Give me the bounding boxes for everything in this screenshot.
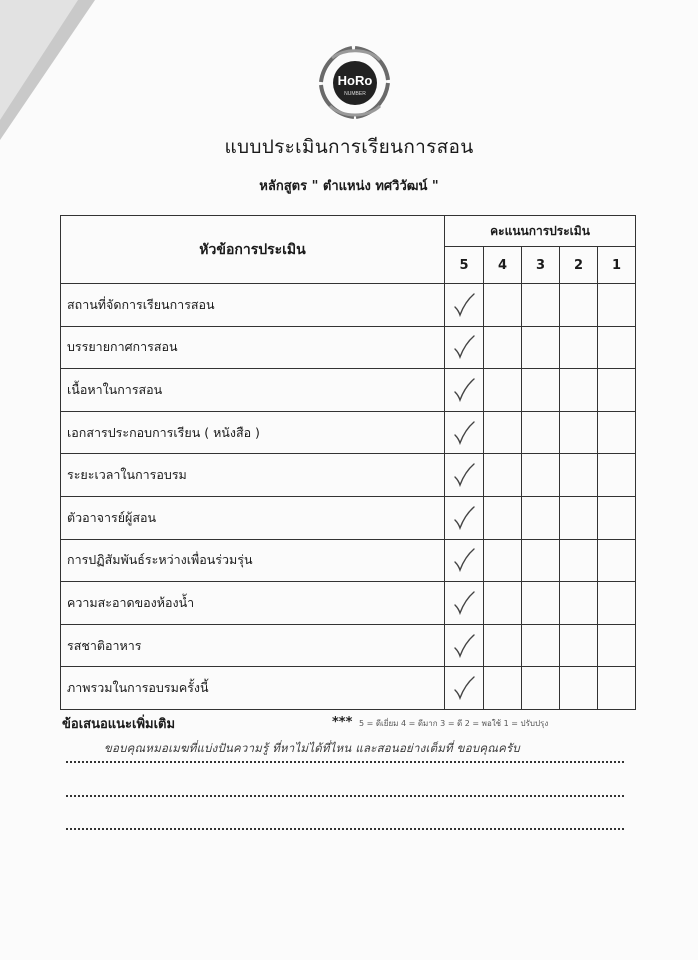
score-cell-2[interactable] [560,284,598,327]
score-cell-3[interactable] [522,454,560,497]
score-cell-1[interactable] [598,454,636,497]
checkmark-icon [452,377,476,403]
score-cell-4[interactable] [484,284,522,327]
table-row [61,582,636,625]
table-row [61,539,636,582]
score-cell-3[interactable] [522,326,560,369]
form-title: แบบประเมินการเรียนการสอน [224,136,474,158]
score-cell-3[interactable] [522,582,560,625]
checkmark-icon [452,547,476,573]
criterion-label: เนื้อหาในการสอน [61,369,445,412]
table-row [61,326,636,369]
score-cell-2[interactable] [560,582,598,625]
table-row [61,411,636,454]
evaluation-table [60,215,636,710]
logo-text: HoRo [337,73,373,88]
table-row [61,496,636,539]
score-cell-4[interactable] [484,369,522,412]
checkmark-icon [452,590,476,616]
score-cell-1[interactable] [598,624,636,667]
score-cell-5[interactable] [445,411,484,454]
score-col-5: 5 [445,247,484,284]
score-cell-4[interactable] [484,667,522,710]
score-cell-5[interactable] [445,284,484,327]
score-cell-2[interactable] [560,369,598,412]
handwritten-comment: ขอบคุณหมอเมฆที่แบ่งปันความรู้ ที่หาไม่ได้ที่ไหน และสอนอย่างเต็มที่ ขอบคุณครับ [104,741,520,755]
score-cell-3[interactable] [522,624,560,667]
horo-number-logo [312,40,398,126]
criterion-label: ความสะอาดของห้องน้ำ [61,582,445,625]
score-cell-1[interactable] [598,411,636,454]
legend-stars: *** [332,715,353,730]
score-cell-1[interactable] [598,284,636,327]
criterion-label: ระยะเวลาในการอบรม [61,454,445,497]
criterion-label: การปฏิสัมพันธ์ระหว่างเพื่อนร่วมรุ่น [61,539,445,582]
checkmark-icon [452,675,476,701]
table-row [61,667,636,710]
score-cell-4[interactable] [484,496,522,539]
score-cell-3[interactable] [522,411,560,454]
score-cell-3[interactable] [522,496,560,539]
score-cell-4[interactable] [484,454,522,497]
notes-label: ข้อเสนอแนะเพิ่มเติม [62,717,176,732]
score-cell-1[interactable] [598,667,636,710]
criterion-label: รสชาติอาหาร [61,624,445,667]
evaluation-rows [61,284,636,710]
score-cell-1[interactable] [598,582,636,625]
score-cell-2[interactable] [560,496,598,539]
score-cell-5[interactable] [445,326,484,369]
score-cell-4[interactable] [484,582,522,625]
checkmark-icon [452,633,476,659]
notes-line-2[interactable] [66,795,624,797]
score-cell-2[interactable] [560,667,598,710]
criterion-label: ภาพรวมในการอบรมครั้งนี้ [61,667,445,710]
score-cell-5[interactable] [445,496,484,539]
logo-subtext: NUMBER [344,91,366,97]
score-cell-4[interactable] [484,539,522,582]
score-cell-4[interactable] [484,326,522,369]
table-row [61,284,636,327]
checkmark-icon [452,420,476,446]
score-cell-2[interactable] [560,411,598,454]
score-cell-1[interactable] [598,369,636,412]
criterion-label: สถานที่จัดการเรียนการสอน [61,284,445,327]
score-cell-3[interactable] [522,369,560,412]
score-cell-3[interactable] [522,284,560,327]
score-col-2: 2 [560,247,598,284]
checkmark-icon [452,462,476,488]
score-cell-2[interactable] [560,326,598,369]
topic-header: หัวข้อการประเมิน [61,216,445,284]
score-cell-3[interactable] [522,667,560,710]
folded-page-corner-inner [0,0,78,120]
score-cell-5[interactable] [445,582,484,625]
table-row [61,624,636,667]
score-header: คะแนนการประเมิน [445,216,636,247]
score-cell-5[interactable] [445,667,484,710]
checkmark-icon [452,505,476,531]
score-cell-5[interactable] [445,369,484,412]
legend-text: 5 = ดีเยี่ยม 4 = ดีมาก 3 = ดี 2 = พอใช้ 1 = ปรับปรุง [358,719,549,728]
criterion-label: เอกสารประกอบการเรียน ( หนังสือ ) [61,411,445,454]
score-cell-2[interactable] [560,454,598,497]
notes-line-3[interactable] [66,828,624,830]
score-cell-4[interactable] [484,624,522,667]
score-cell-5[interactable] [445,539,484,582]
score-cell-1[interactable] [598,496,636,539]
score-cell-4[interactable] [484,411,522,454]
table-row [61,369,636,412]
score-cell-3[interactable] [522,539,560,582]
score-cell-5[interactable] [445,454,484,497]
score-cell-1[interactable] [598,326,636,369]
score-legend [332,715,548,730]
table-row [61,454,636,497]
criterion-label: ตัวอาจารย์ผู้สอน [61,496,445,539]
score-cell-5[interactable] [445,624,484,667]
course-subtitle: หลักสูตร " ตำแหน่ง ทศวิวัฒน์ " [259,179,439,194]
notes-line-1[interactable] [66,761,624,763]
criterion-label: บรรยายกาศการสอน [61,326,445,369]
score-cell-2[interactable] [560,539,598,582]
score-col-1: 1 [598,247,636,284]
score-cell-2[interactable] [560,624,598,667]
checkmark-icon [452,292,476,318]
score-col-3: 3 [522,247,560,284]
score-cell-1[interactable] [598,539,636,582]
score-col-4: 4 [484,247,522,284]
checkmark-icon [452,334,476,360]
